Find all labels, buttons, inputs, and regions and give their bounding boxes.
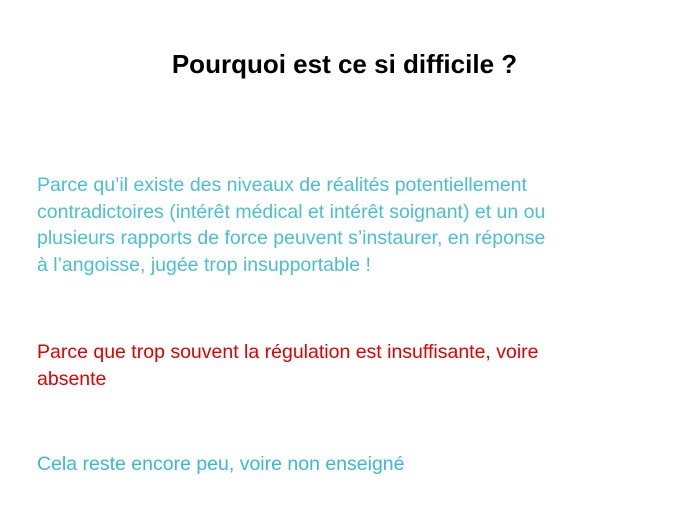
paragraph-line: à l’angoisse, jugée trop insupportable ! [37, 253, 371, 276]
paragraph-regulation [37, 339, 667, 392]
paragraph-line: contradictoires (intérêt médical et intérêt soignant) et un ou [37, 200, 546, 223]
slide-title: Pourquoi est ce si difficile ? [171, 49, 518, 79]
paragraph-line: Parce que trop souvent la régulation est insuffisante, voire [37, 341, 539, 363]
paragraph-line: plusieurs rapports de force peuvent s’instaurer, en réponse [37, 227, 546, 249]
paragraph-teaching [37, 451, 667, 478]
paragraph-line: absente [37, 367, 107, 390]
paragraph-reasons-conflict [37, 172, 667, 278]
paragraph-line: Parce qu’il existe des niveaux de réalités potentiellement [37, 174, 527, 196]
paragraph-line: Cela reste encore peu, voire non enseigné [37, 453, 405, 475]
